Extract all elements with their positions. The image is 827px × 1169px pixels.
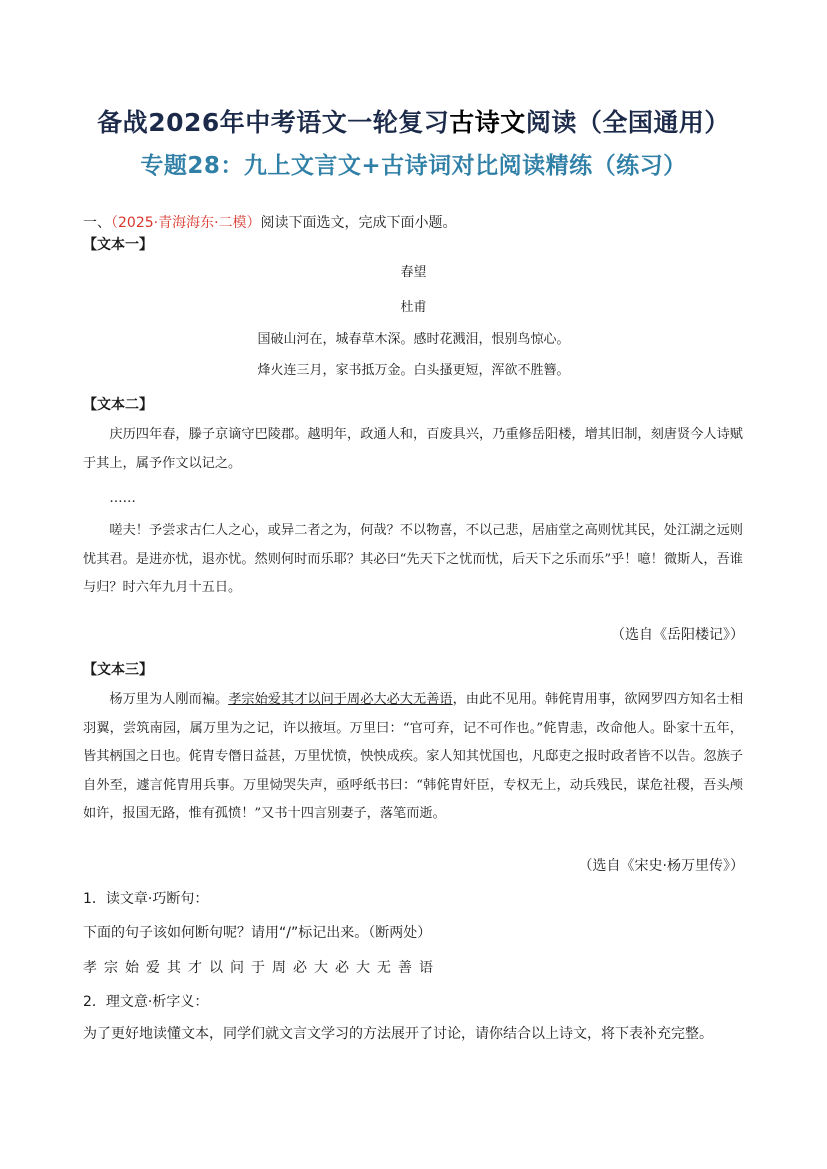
poem-author: 杜甫: [400, 300, 427, 315]
text2-ellipsis: ……: [109, 491, 136, 506]
question-1-header: [83, 212, 457, 232]
poem-line-1: 国破山河在，城春草木深。感时花溅泪，恨别鸟惊心。: [257, 332, 570, 347]
title-text: 阅读（全国通用）: [525, 108, 730, 137]
text2-paragraph-1: 庆历四年春，滕子京谪守巴陵郡。越明年，政通人和，百废具兴，乃重修岳阳楼，增其旧制，刻唐贤今人诗赋于其上，属予作文以记之。: [83, 427, 743, 471]
title-text: 备战: [97, 108, 149, 137]
subquestion-1-prompt: 下面的句子该如何断句呢？请用“/”标记出来。（断两处）: [83, 925, 432, 941]
title-year: 2026: [148, 108, 220, 137]
text3-sentence: 杨万里为人刚而褊。: [109, 692, 229, 707]
document-title: [0, 103, 827, 139]
subquestion-1-sentence: 孝宗始爱其才以问于周必大必大无善语: [83, 960, 440, 976]
text2-label: 【文本二】: [83, 397, 153, 413]
poem-line-2: 烽火连三月，家书抵万金。白头搔更短，浑欲不胜簪。: [257, 363, 570, 378]
question-number: 一、: [83, 215, 111, 231]
text2-paragraph-2: 嗟夫！予尝求古仁人之心，或异二者之为，何哉？不以物喜，不以己悲，居庙堂之高则忧其民，处江湖之远则忧其君。是进亦忧，退亦忧。然则何时而乐耶？其必曰“先天下之忧而忧，后天下之乐而乐”乎！噫！微斯人，吾谁与归？时六年九月十五日。: [83, 523, 743, 595]
title-text: 年中考语文一轮复习: [219, 108, 450, 137]
poem-title: 春望: [400, 265, 427, 280]
text2-source: （选自《岳阳楼记》）: [611, 627, 744, 643]
title-highlight: 古诗文: [449, 108, 526, 137]
text3-sentence: ，由此不见用。韩侂胄用事，欲网罗四方知名士相羽翼，尝筑南园，属万里为之记，许以掖垣。万里曰：“官可弃，记不可作也。”侂胄恚，改命他人。卧家十五年，皆其柄国之日也。侂胄专僭日益甚，万里忧愤，怏怏成疾。家人知其忧国也，凡邸吏之报时政者皆不以告。忽族子自外至，遽言侂胄用兵事。万里恸哭失声，亟呼纸书曰：“韩侂胄奸臣，专权无上，动兵残民，谋危社稷，吾头颅如许，报国无路，惟有孤愤！”又书十四言别妻子，落笔而逝。: [83, 692, 744, 821]
text1-label: 【文本一】: [83, 237, 153, 253]
text3-paragraph: [83, 686, 743, 829]
question-source: （2025·青海海东·二模）: [111, 215, 261, 231]
subquestion-1-title: 1．读文章·巧断句：: [83, 891, 209, 907]
text3-source: （选自《宋史·杨万里传》）: [578, 858, 744, 874]
text3-label: 【文本三】: [83, 662, 153, 678]
underlined-sentence: 孝宗始爱其才以问于周必大必大无善语: [228, 692, 453, 707]
document-subtitle: 专题28：九上文言文+古诗词对比阅读精练（练习）: [140, 153, 687, 179]
subquestion-2-title: 2．理文意·析字义：: [83, 994, 209, 1010]
question-instruction: 阅读下面选文，完成下面小题。: [260, 215, 457, 231]
subquestion-2-prompt: 为了更好地读懂文本，同学们就文言文学习的方法展开了讨论，请你结合以上诗文，将下表补充完整。: [83, 1026, 713, 1042]
